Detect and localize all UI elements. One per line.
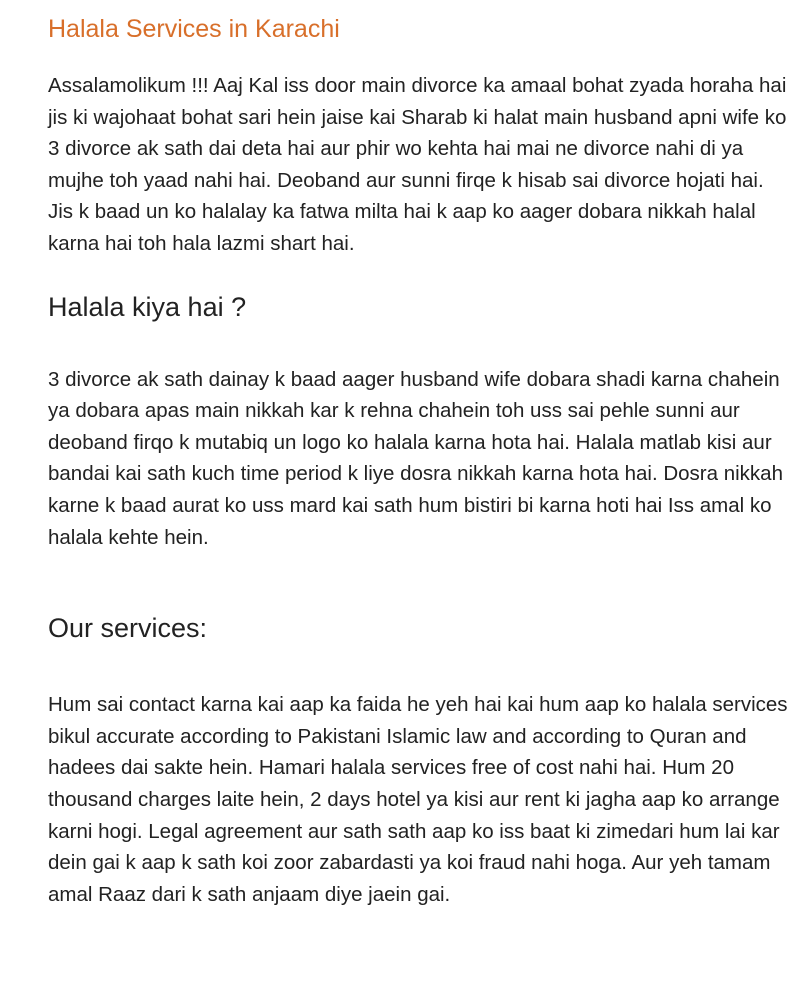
section-body-halala: 3 divorce ak sath dainay k baad aager husband wife dobara shadi karna chahein ya dobara apas main nikkah kar k rehna chahein toh uss sai pehle sunni aur deoband firqo k mutabiq un logo ko halala karna hota hai. Halala matlab kisi aur bandai kai sath kuch time period k liye dosra nikkah karna hota hai. Dosra nikkah karne k baad aurat ko uss mard kai sath hum bistiri bi karna hoti hai Iss amal ko halala kehte hein. — [48, 367, 783, 549]
page-title: Halala Services in Karachi — [48, 15, 340, 43]
article — [48, 0, 788, 910]
section-body-services: Hum sai contact karna kai aap ka faida he yeh hai kai hum aap ko halala services bikul accurate according to Pakistani Islamic law and according to Quran and hadees dai sakte hein. Hamari halala services free of cost nahi hai. Hum 20 thousand charges laite hein, 2 days hotel ya kisi aur rent ki jagha aap ko arrange karni hogi. Legal agreement aur sath sath aap ko iss baat ki zimedari hum lai kar dein gai k aap k sath koi zoor zabardasti ya koi fraud nahi hoga. Aur yeh tamam amal Raaz dari k sath anjaam diye jaein gai. — [48, 693, 788, 906]
section-heading-services: Our services: — [48, 613, 208, 644]
section-heading-halala: Halala kiya hai ? — [48, 291, 247, 322]
intro-paragraph: Assalamolikum !!! Aaj Kal iss door main divorce ka amaal bohat zyada horaha hai jis ki wajohaat bohat sari hein jaise kai Sharab ki halat main husband apni wife ko 3 divorce ak sath dai deta hai aur phir wo kehta hai mai ne divorce nahi di ya mujhe toh yaad nahi hai. Deoband aur sunni firqe k hisab sai divorce hojati hai. Jis k baad un ko halalay ka fatwa milta hai k aap ko aager dobara nikkah halal karna hai toh hala lazmi shart hai. — [48, 74, 787, 255]
